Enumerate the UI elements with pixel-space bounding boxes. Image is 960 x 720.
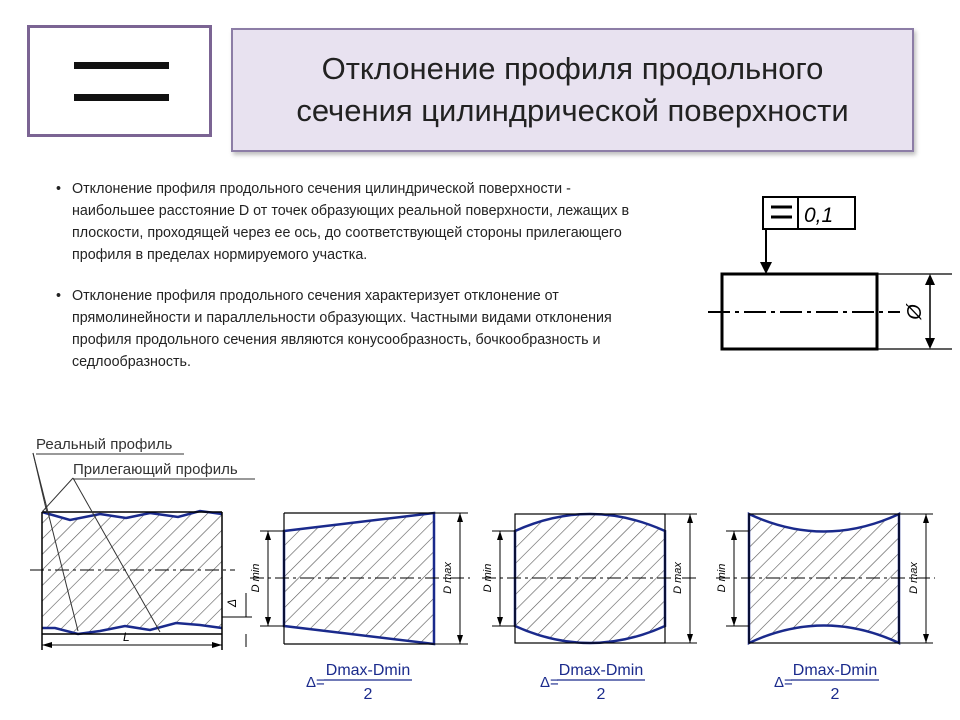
saddle-formula-denominator: 2 [830,686,840,703]
bullet-definition: • Отклонение профиля продольного сечения цилиндрической поверхности - наибольшее расстояние D от точек образующих реальной поверхности, лежащих в плоскости, проходящей через ее ось, до соответствующей стороны прилегающего профиля в пределах нормируемого участка. [56,178,656,266]
real-profile-diagram [30,436,255,650]
barrel-diagram [482,514,700,703]
barrel-formula-numerator: Dmax-Dmin [558,662,644,679]
real-profile-label: Реальный профиль [36,436,173,453]
barrel-formula-lhs: Δ= [540,674,559,691]
title-box [231,28,914,152]
deviation-delta-label: Δ [225,598,239,608]
taper-diagram [250,513,470,703]
taper-dmin-label: D min [250,563,262,593]
tolerance-drawing [700,185,960,370]
diameter-symbol: Ø [904,304,926,320]
saddle-diagram [716,514,935,703]
saddle-dmin-label: D min [716,563,728,593]
saddle-formula-numerator: Dmax-Dmin [792,662,878,679]
saddle-formula-lhs: Δ= [774,674,793,691]
bullet-characteristics: • Отклонение профиля продольного сечения характеризует отклонение от прямолинейности и параллельности образующих. Частными видами отклонения профиля продольного сечения являются конусообразность, бочкообразность и седлообразность. [56,285,656,373]
barrel-dmin-label: D min [482,563,494,593]
page-title [290,48,854,132]
profile-symbol-box [27,25,212,137]
length-label: L [123,630,130,644]
adjacent-profile-label: Прилегающий профиль [73,461,238,478]
taper-formula-numerator: Dmax-Dmin [325,662,411,679]
barrel-formula-denominator: 2 [596,686,606,703]
bullet-list [56,178,656,373]
tolerance-value: 0,1 [804,204,834,227]
leader-arrow [760,262,772,274]
title-line-2: сечения цилиндрической поверхности [296,93,849,128]
barrel-dmax-label: D max [672,562,684,594]
taper-dmax-label: D max [442,562,454,594]
profile-drawings [0,425,960,720]
title-line-1: Отклонение профиля продольного [321,51,824,86]
taper-formula-denominator: 2 [363,686,373,703]
taper-formula-lhs: Δ= [306,674,325,691]
saddle-dmax-label: D max [908,562,920,594]
